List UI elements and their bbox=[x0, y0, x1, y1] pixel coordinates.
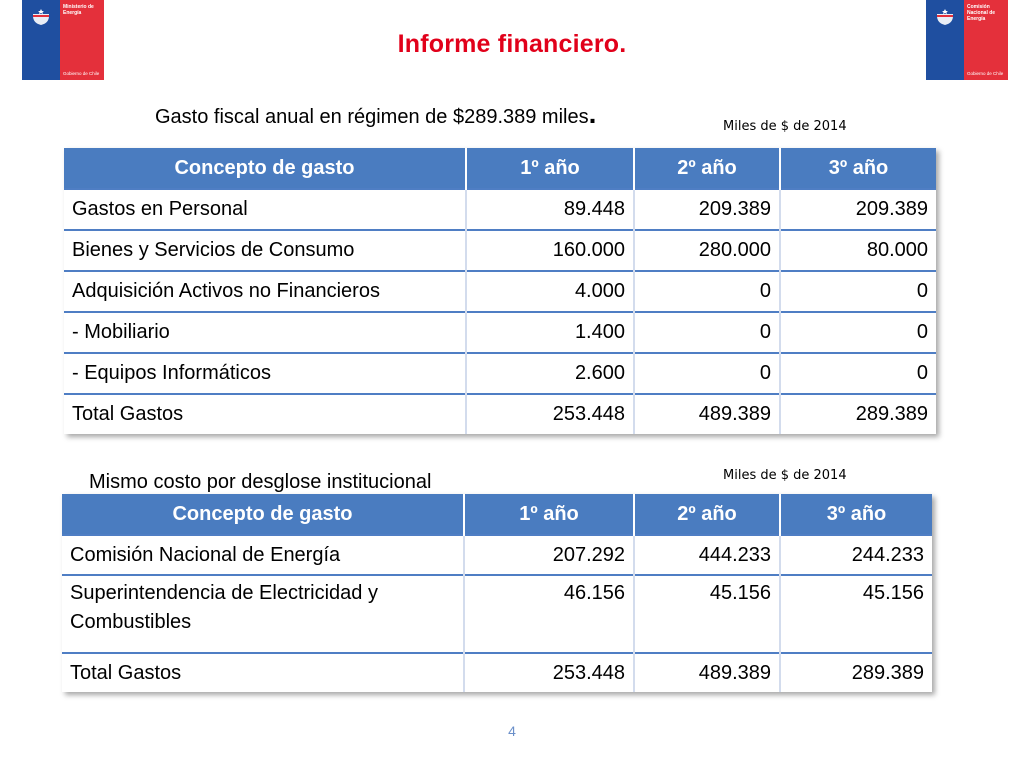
cell-year1: 89.448 bbox=[466, 189, 634, 230]
table2-unit-note: Miles de $ de 2014 bbox=[723, 468, 847, 483]
cell-year1: 46.156 bbox=[464, 575, 634, 653]
table-row bbox=[64, 230, 936, 271]
cell-year2: 0 bbox=[634, 353, 780, 394]
cell-year3: 0 bbox=[780, 312, 936, 353]
table-total-row bbox=[64, 394, 936, 434]
cell-year3: 244.233 bbox=[780, 535, 932, 575]
page-subtitle bbox=[155, 98, 596, 130]
cell-concept: - Equipos Informáticos bbox=[64, 353, 466, 394]
cell-year1: 160.000 bbox=[466, 230, 634, 271]
cell-year1: 207.292 bbox=[464, 535, 634, 575]
cell-year3: 0 bbox=[780, 271, 936, 312]
page-title: Informe financiero. bbox=[397, 30, 627, 58]
expense-table bbox=[64, 148, 936, 434]
logo-org-name: Comisión Nacional de Energía bbox=[967, 4, 996, 22]
cell-year2: 45.156 bbox=[634, 575, 780, 653]
cell-year2: 209.389 bbox=[634, 189, 780, 230]
column-header-year1: 1º año bbox=[464, 494, 634, 535]
cell-year1: 4.000 bbox=[466, 271, 634, 312]
column-header-concept: Concepto de gasto bbox=[62, 494, 464, 535]
cell-concept: Bienes y Servicios de Consumo bbox=[64, 230, 466, 271]
cell-concept: Comisión Nacional de Energía bbox=[62, 535, 464, 575]
column-header-year2: 2º año bbox=[634, 494, 780, 535]
logo-gov-name: Gobierno de Chile bbox=[63, 71, 100, 76]
logo-org-name: Ministerio de Energía bbox=[63, 4, 94, 16]
table-row bbox=[64, 353, 936, 394]
column-header-year2: 2º año bbox=[634, 148, 780, 189]
cell-year1: 2.600 bbox=[466, 353, 634, 394]
table-row bbox=[62, 535, 932, 575]
cell-concept: - Mobiliario bbox=[64, 312, 466, 353]
cell-year3: 45.156 bbox=[780, 575, 932, 653]
table-row bbox=[64, 189, 936, 230]
cell-year1: 1.400 bbox=[466, 312, 634, 353]
table-total-row bbox=[62, 653, 932, 692]
cell-concept: Superintendencia de Electricidad y Combustibles bbox=[62, 575, 464, 653]
subtitle-dot: . bbox=[588, 98, 597, 129]
cell-concept: Total Gastos bbox=[62, 653, 464, 692]
cell-year3: 289.389 bbox=[780, 653, 932, 692]
cell-year2: 444.233 bbox=[634, 535, 780, 575]
cell-concept: Adquisición Activos no Financieros bbox=[64, 271, 466, 312]
table-header-row bbox=[64, 148, 936, 189]
cell-year1: 253.448 bbox=[466, 394, 634, 434]
subtitle-text: Gasto fiscal anual en régimen de $289.389 miles bbox=[155, 106, 589, 128]
column-header-concept: Concepto de gasto bbox=[64, 148, 466, 189]
cell-year2: 0 bbox=[634, 312, 780, 353]
cell-year3: 80.000 bbox=[780, 230, 936, 271]
table-header-row bbox=[62, 494, 932, 535]
cell-year2: 280.000 bbox=[634, 230, 780, 271]
cell-year2: 489.389 bbox=[634, 653, 780, 692]
cell-concept: Gastos en Personal bbox=[64, 189, 466, 230]
page-number: 4 bbox=[508, 723, 516, 739]
column-header-year3: 3º año bbox=[780, 148, 936, 189]
cell-year1: 253.448 bbox=[464, 653, 634, 692]
cell-year3: 209.389 bbox=[780, 189, 936, 230]
cell-concept: Total Gastos bbox=[64, 394, 466, 434]
coat-of-arms-icon bbox=[934, 6, 956, 26]
column-header-year3: 3º año bbox=[780, 494, 932, 535]
cell-year3: 289.389 bbox=[780, 394, 936, 434]
cell-year2: 0 bbox=[634, 271, 780, 312]
cell-year2: 489.389 bbox=[634, 394, 780, 434]
table-row bbox=[62, 575, 932, 653]
column-header-year1: 1º año bbox=[466, 148, 634, 189]
cell-year3: 0 bbox=[780, 353, 936, 394]
logo-gov-name: Gobierno de Chile bbox=[967, 71, 1004, 76]
table-row bbox=[64, 312, 936, 353]
table1-unit-note: Miles de $ de 2014 bbox=[723, 119, 847, 134]
institutional-table bbox=[62, 494, 932, 692]
coat-of-arms-icon bbox=[30, 6, 52, 26]
table-row bbox=[64, 271, 936, 312]
section-title-institutional: Mismo costo por desglose institucional bbox=[89, 471, 432, 493]
